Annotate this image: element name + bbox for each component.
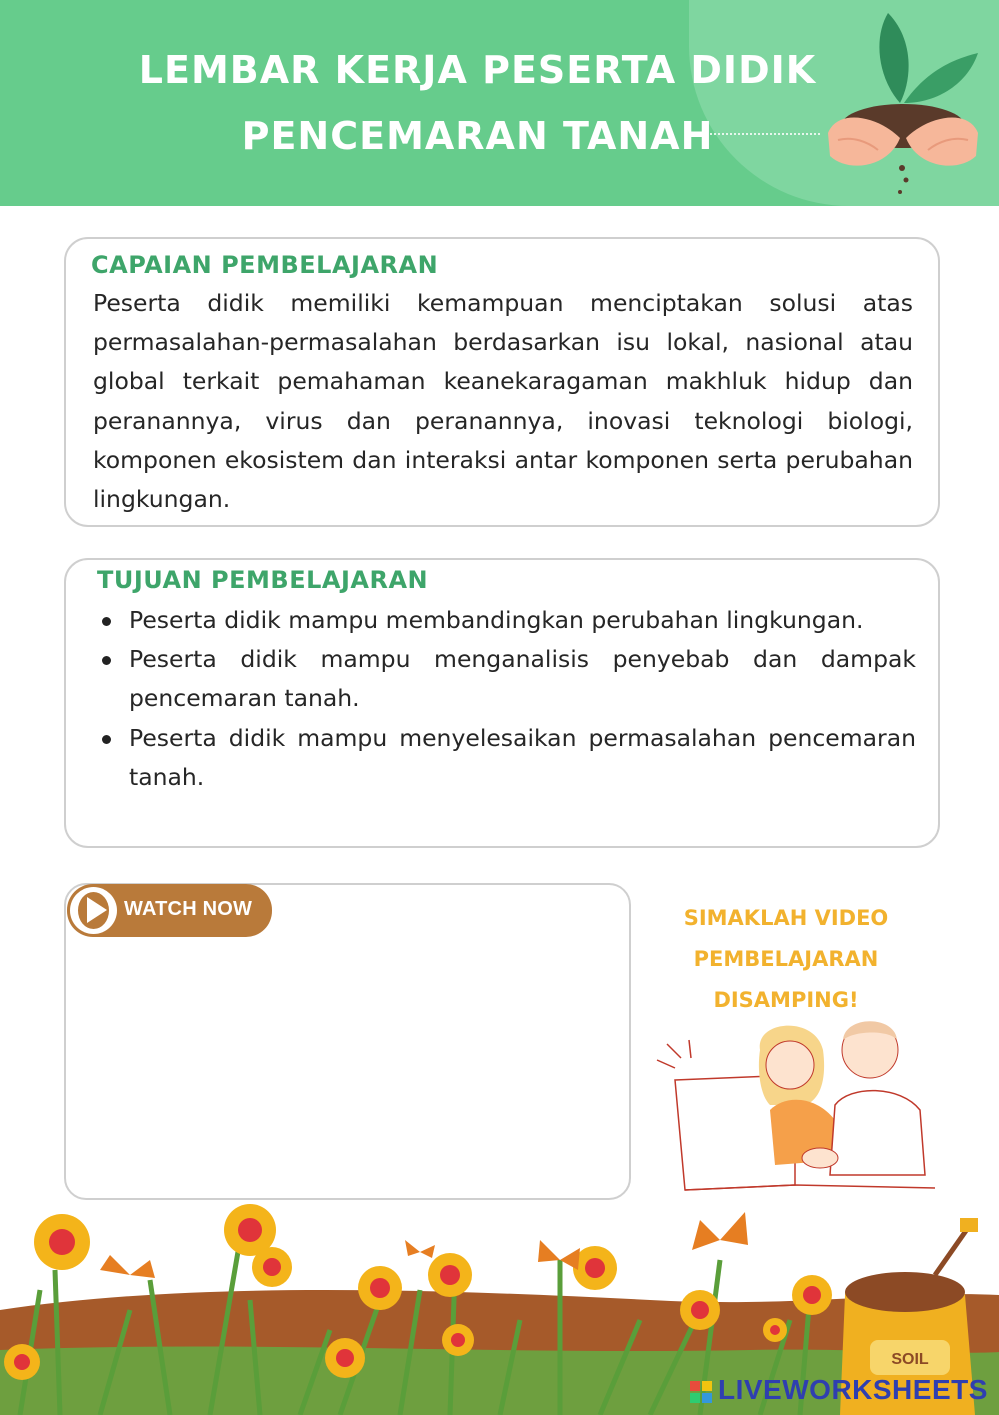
- page-title: LEMBAR KERJA PESERTA DIDIK: [138, 48, 817, 92]
- watch-now-button[interactable]: [67, 884, 272, 937]
- hands-plant-icon: [818, 8, 988, 204]
- liveworksheets-logo: [690, 1374, 988, 1408]
- page-subtitle: PENCEMARAN TANAH: [241, 114, 714, 158]
- soil-label: SOIL: [891, 1351, 929, 1368]
- cta-line: PEMBELAJARAN: [693, 947, 879, 971]
- tujuan-title: TUJUAN PEMBELAJARAN: [97, 566, 429, 594]
- capaian-body: Peserta didik memiliki kemampuan menciptakan solusi atas permasalahan-permasalahan berdasarkan isu lokal, nasional atau global terkait pemahaman keanekaragaman makhluk hidup dan peranannya, virus dan peranannya, inovasi teknologi biologi, komponen ekosistem dan interaksi antar komponen serta perubahan lingkungan.: [93, 289, 913, 514]
- list-item: Peserta didik mampu menyelesaikan permasalahan pencemaran tanah.: [94, 719, 916, 797]
- tujuan-card: [64, 558, 940, 848]
- brand-icon: [690, 1381, 712, 1403]
- play-triangle: [87, 897, 107, 923]
- tujuan-list: [94, 601, 916, 797]
- cta-text: [660, 898, 912, 1021]
- watch-now-label: WATCH NOW: [124, 898, 253, 920]
- capaian-title: CAPAIAN PEMBELAJARAN: [91, 251, 439, 279]
- kids-laptop-illustration: [645, 1010, 945, 1210]
- header-banner: [0, 0, 999, 206]
- butterfly-icon: [100, 1212, 748, 1278]
- dotted-divider: [690, 133, 820, 135]
- capaian-card: [64, 237, 940, 527]
- brand-name: LIVEWORKSHEETS: [718, 1374, 988, 1405]
- list-item: Peserta didik mampu membandingkan perubahan lingkungan.: [94, 601, 916, 640]
- cta-line: DISAMPING!: [713, 988, 859, 1012]
- list-item: Peserta didik mampu menganalisis penyebab dan dampak pencemaran tanah.: [94, 640, 916, 718]
- cta-line: SIMAKLAH VIDEO: [683, 906, 889, 930]
